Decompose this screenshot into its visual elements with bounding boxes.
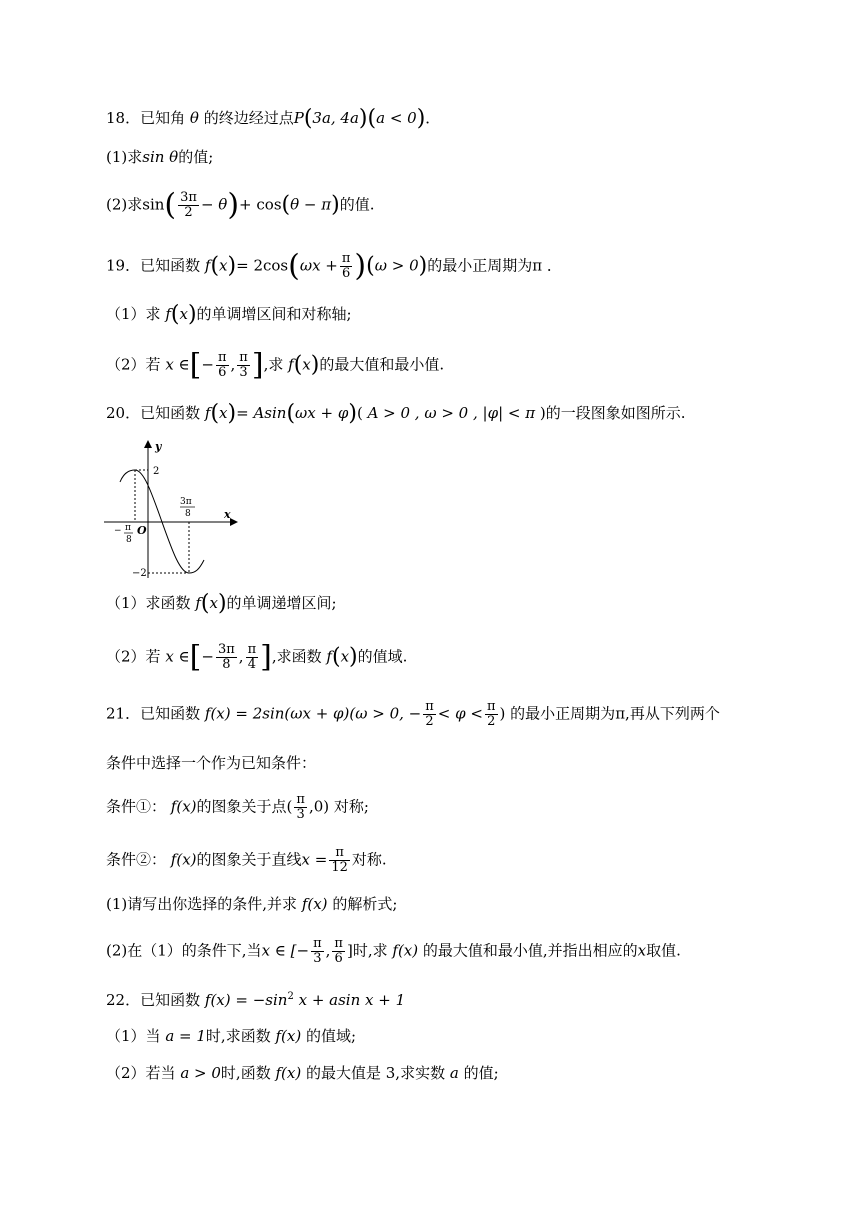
q21-line2: 条件中选择一个作为已知条件： [106,754,317,772]
question-number: 21． [106,704,141,723]
q21-text-post: 的最小正周期为 [510,704,616,723]
q19-p2-mid: ,求 [263,355,284,374]
q20-arg: ωx + φ [295,404,349,422]
question-number: 20． [106,404,141,422]
q21-text: 已知函数 [140,704,201,723]
q19-p2-frac-a: $\frac{\pi}{6}$ [217,350,227,380]
q18-p1-label: (1)求 [106,148,143,166]
question-number: 22． [106,991,141,1009]
q19-p1-label: （1）求 [106,305,161,323]
q21-c1-fx: f(x) [170,797,197,816]
q22-p2-post: 的值; [463,1064,499,1082]
q20-expr: = Asin [236,404,287,422]
q21-c1-paren: ( [286,797,293,816]
q19-frac: $\frac{\pi}{6}$ [341,251,351,281]
y-label: y [155,440,162,453]
q18-p2-cos: + cos [239,195,282,214]
q22-expr-a: f(x) = −sin [204,991,288,1009]
q20-cond: A > 0 , ω > 0 , |φ| < π [367,404,536,422]
q21-p2-x: x [637,941,647,960]
q18-period: ． [425,109,441,127]
q18-p2-sin: sin [142,195,165,214]
q22-part2 [106,1062,810,1084]
q20-p2-mid: ,求函数 [271,647,322,666]
q19-stem: 19．已知函数 f(x)= 2cos(ωx + $\frac{\pi}{6}$ )(ω > 0)的最小正周期为π ． [106,248,562,284]
q20-p2-label: （2）若 [106,647,161,666]
q21-c2-frac: $\frac{\pi}{12}$ [331,845,348,875]
q21-c2-post: 对称. [351,850,387,869]
q21-p2-mid: 时,求 [352,941,388,960]
q19-text: 已知函数 [140,256,201,275]
q20-stem: 20．已知函数 f(x)= Asin(ωx + φ)( A > 0 , ω > 0 , |φ| < π )的一段图象如图所示. [106,401,686,426]
origin-label: O [137,524,147,537]
q21-c1-post: 对称; [333,797,369,816]
q21-expr: f(x) = 2sin(ωx + φ)(ω > 0, − [204,704,422,723]
q22-p2-mid2: 的最大值是 3,求实数 [305,1064,446,1082]
q22-p1-fx: f(x) [275,1027,302,1045]
q20-p2-in: x ∈ [165,647,190,666]
q19-period-value: π [532,256,543,275]
q21-condition1 [106,793,810,822]
q19-p2-label: （2）若 [106,355,161,374]
q19-x: x [219,256,228,275]
q18-p2-minus-theta: − θ [200,195,228,214]
q20-p1-post: 的单调递增区间; [226,594,337,612]
q18-p1-expr: sin θ [142,148,179,166]
q20-text-post: 的一段图象如图所示. [545,404,686,422]
q21-part1 [106,893,810,915]
q21-c2-mid: 的图象关于直线 [196,850,302,869]
q18-part1 [106,146,810,168]
right-den: 8 [185,509,191,519]
q21-c1-pt-post: ,0) [308,797,330,816]
q18-p2-post: 的值. [339,195,375,214]
q21-c2-fx: f(x) [170,850,197,869]
q22-part1 [106,1025,810,1047]
q18-point: P [293,109,304,127]
q22-text: 已知函数 [140,991,201,1009]
q21-part2: (2)在（1）的条件下,当x ∈ [− $\frac{\pi}{3}$ , $\frac{\pi}{6}$ ]时,求 f(x) 的最大值和最小值,并指出相应的x取值. [106,936,681,966]
q19-arg: ωx + [299,256,338,275]
q21-p2-close: ] [346,941,353,960]
left-den: 8 [126,535,132,545]
q22-square: 2 [287,991,294,1002]
q21-p1-fx: f(x) [301,895,328,913]
q19-text-post: 的最小正周期为 [427,256,533,275]
q22-p1-cond: a = 1 [165,1027,206,1045]
q19-dot: ． [546,256,562,275]
q19-f: f [204,256,211,275]
right-num: 3π [180,497,192,507]
q22-p2-mid: 时,函数 [220,1064,271,1082]
q21-close: ) [499,704,506,723]
q21-c1-label: 条件①： [106,797,167,816]
q18-p2-frac: $\frac{3\pi}{2}$ [180,190,197,220]
q21-c1-frac: $\frac{\pi}{3}$ [296,792,305,822]
q18-cond: a < 0 [376,109,417,127]
q18-part2: (2)求sin( $\frac{3\pi}{2}$ − θ)+ cos(θ − π)的值. [106,187,375,223]
q19-cond: ω > 0 [374,256,419,275]
q19-p1-x: x [179,305,188,323]
q21-p1-post: 的解析式; [332,895,398,913]
q19-part2: （2）若 x ∈[− $\frac{\pi}{6}$ , $\frac{\pi}{3}$ ],求 f(x)的最大值和最小值. [106,347,445,383]
q18-p2-label: (2)求 [106,195,143,214]
q19-part1: （1）求 f(x)的单调增区间和对称轴; [106,302,352,327]
question-number: 19． [106,256,141,275]
q20-p2-frac-b: $\frac{\pi}{4}$ [247,642,257,672]
q20-p2-frac-a: $\frac{3\pi}{8}$ [217,642,235,672]
left-minus: − [114,526,122,536]
question-number: 18． [106,109,141,127]
q19-p2-frac-b: $\frac{\pi}{3}$ [239,350,248,380]
q22-p2-label: （2）若当 [106,1064,176,1082]
q21-p2-fx: f(x) [392,941,419,960]
q22-expr-b: x + asin x + 1 [298,991,406,1009]
q19-p2-f: f [288,355,294,374]
q21-c1-mid: 的图象关于点 [196,797,287,816]
min-label: −2 [132,568,147,579]
q18-stem: 18．已知角 θ 的终边经过点P(3a, 4a)(a < 0)． [106,106,441,131]
q21-stem [106,700,810,729]
q21-c2-label: 条件②： [106,850,167,869]
q18-theta: θ [189,109,199,127]
q18-p2-cos-arg: θ − π [290,195,332,214]
q21-p2-post: 的最大值和最小值,并指出相应的 [422,941,638,960]
q22-p1-mid: 时,求函数 [205,1027,271,1045]
q21-period-value: π [615,704,626,723]
q21-c2-x: x = [301,850,328,869]
q21-p2-in: x ∈ [− [261,941,310,960]
q19-p1-f: f [165,305,171,323]
q20-graph [100,436,250,586]
q19-p2-post: 的最大值和最小值. [319,355,445,374]
q19-eq: = 2cos [236,256,289,275]
q18-point-args: 3a, 4a [312,109,359,127]
q22-p2-cond: a > 0 [180,1064,221,1082]
q21-text-tail: ,再从下列两个 [625,704,720,723]
q21-p1-pre: (1)请写出你选择的条件,并求 [106,895,298,913]
q20-p1-label: （1）求函数 [106,594,191,612]
q18-text-mid: 的终边经过点 [203,109,294,127]
q19-p2-x: x [302,355,311,374]
q22-p2-fx: f(x) [275,1064,302,1082]
q21-p2-pre: (2)在（1）的条件下,当 [106,941,262,960]
q21-p2-frac-b: $\frac{\pi}{6}$ [334,936,343,966]
left-num: π [125,523,131,533]
q22-stem [106,986,810,1011]
q20-part2: （2）若 x ∈[− $\frac{3\pi}{8}$ , $\frac{\pi}{4}$ ],求函数 f(x)的值域. [106,639,408,675]
q20-p2-post: 的值域. [357,647,408,666]
q18-text: 已知角 [140,109,186,127]
q21-p2-tail: 取值. [646,941,681,960]
q21-p2-frac-a: $\frac{\pi}{3}$ [313,936,322,966]
q21-frac1: $\frac{\pi}{2}$ [425,699,434,729]
q22-p1-post: 的值域; [305,1027,357,1045]
q20-text: 已知函数 [140,404,201,422]
q21-condition2 [106,846,810,875]
q21-frac2: $\frac{\pi}{2}$ [486,699,496,729]
q21-mid: < φ < [437,704,483,723]
max-label: 2 [153,466,160,477]
q18-p1-post: 的值; [178,148,214,166]
q19-p1-post: 的单调增区间和对称轴; [196,305,352,323]
q22-p2-a: a [449,1064,459,1082]
q20-part1: （1）求函数 f(x)的单调递增区间; [106,591,337,616]
q19-p2-in: x ∈ [165,355,190,374]
x-label: x [224,508,231,521]
q22-p1-label: （1）当 [106,1027,161,1045]
